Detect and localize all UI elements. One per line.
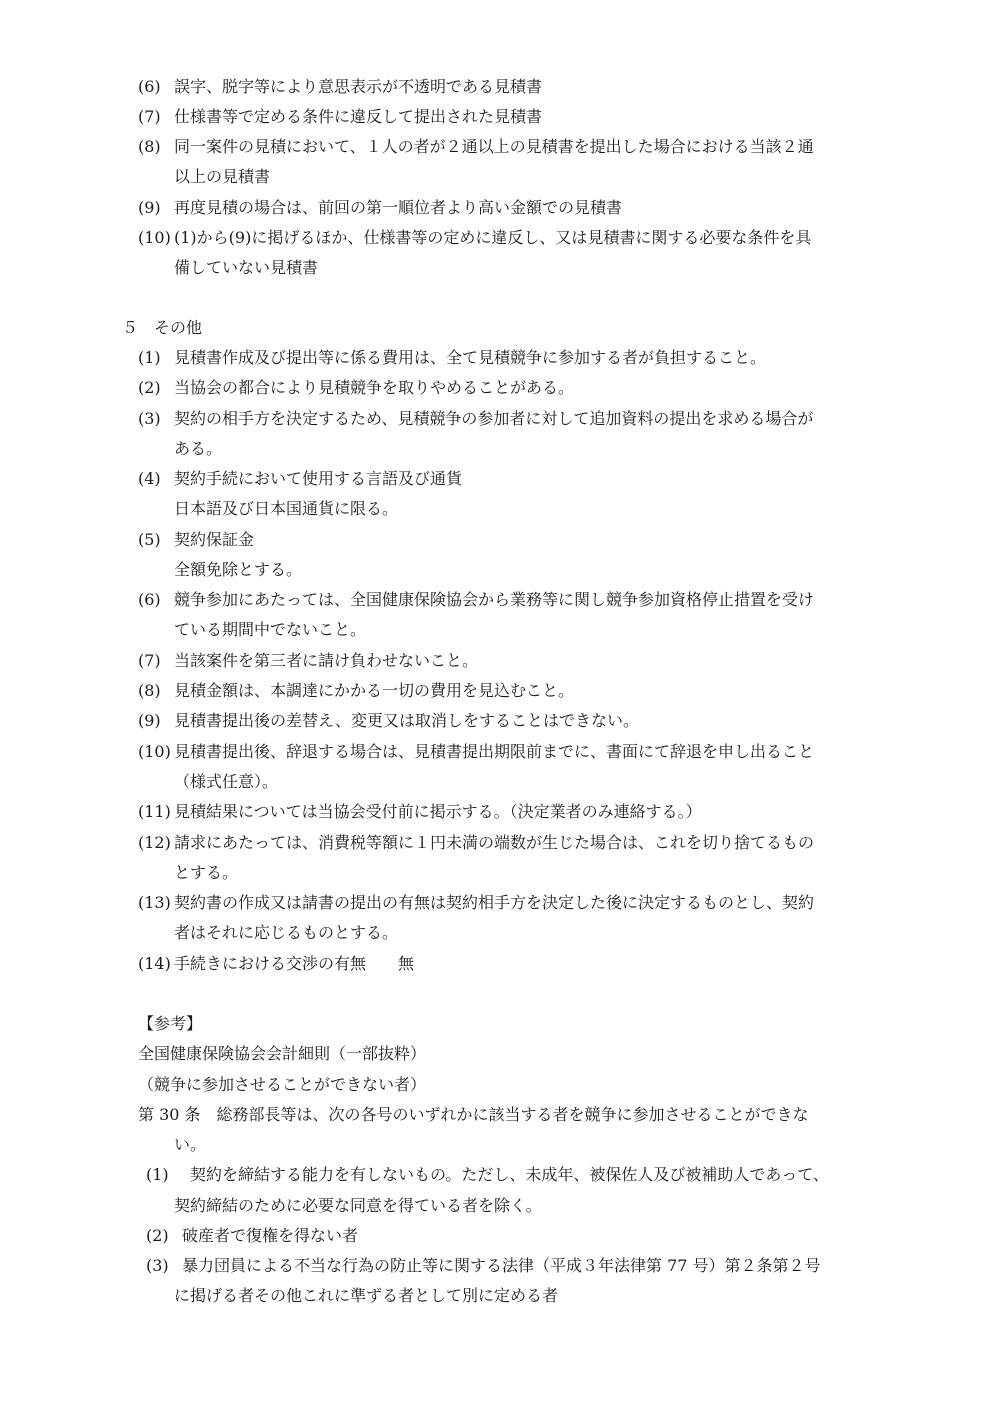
list-item-number: (3): [138, 409, 161, 428]
list-item-number: (9): [138, 198, 161, 217]
list-item-number: (4): [138, 469, 161, 488]
list-item-text-continued: 全額免除とする。: [174, 560, 303, 579]
list-item-text: 見積書作成及び提出等に係る費用は、全て見積競争に参加する者が負担すること。: [174, 348, 767, 367]
list-item-number: (11): [138, 802, 171, 821]
list-item-text: 契約手続において使用する言語及び通貨: [174, 469, 463, 488]
list-item-number: (2): [138, 378, 161, 397]
list-item-number: (2): [146, 1226, 169, 1245]
reference-source: 全国健康保険協会会計細則（一部抜粋）: [138, 1044, 427, 1063]
list-item-text-continued: 日本語及び日本国通貨に限る。: [174, 499, 399, 518]
list-item-text: 当該案件を第三者に請け負わせないこと。: [174, 651, 479, 670]
list-item-text: 見積金額は、本調達にかかる一切の費用を見込むこと。: [174, 681, 575, 700]
list-item-text-continued: 備していない見積書: [174, 258, 319, 277]
list-item-text: 契約の相手方を決定するため、見積競争の参加者に対して追加資料の提出を求める場合が: [174, 409, 814, 428]
list-item-text: (1)から(9)に掲げるほか、仕様書等の定めに違反し、又は見積書に関する必要な条件を具: [174, 228, 812, 247]
list-item-number: (10): [138, 228, 171, 247]
list-item-number: (13): [138, 893, 171, 912]
article-text-continued: い。: [174, 1135, 207, 1154]
list-item-number: (9): [138, 711, 161, 730]
list-item-text: 契約書の作成又は請書の提出の有無は契約相手方を決定した後に決定するものとし、契約: [174, 893, 815, 912]
list-item-text: 破産者で復権を得ない者: [182, 1226, 359, 1245]
list-item-text: 暴力団員による不当な行為の防止等に関する法律（平成３年法律第 77 号）第２条第２号: [182, 1256, 821, 1275]
list-item-text: 同一案件の見積において、１人の者が２通以上の見積書を提出した場合における当該２通: [174, 137, 814, 156]
list-item-text-continued: 者はそれに応じるものとする。: [174, 923, 399, 942]
list-item-text: 手続きにおける交渉の有無 無: [174, 954, 415, 973]
list-item-number: (7): [138, 651, 161, 670]
list-item-number: (12): [138, 833, 171, 852]
list-item-number: (8): [138, 681, 161, 700]
reference-heading: 【参考】: [138, 1014, 203, 1033]
list-item-text: 仕様書等で定める条件に違反して提出された見積書: [174, 107, 543, 126]
list-item-text-continued: 契約締結のために必要な同意を得ている者を除く。: [174, 1196, 542, 1215]
section-heading: ５ その他: [122, 318, 203, 337]
reference-caption: （競争に参加させることができない者）: [138, 1075, 427, 1094]
article-text: 第 30 条 総務部長等は、次の各号のいずれかに該当する者を競争に参加させることができな: [138, 1105, 809, 1124]
list-item-number: (6): [138, 77, 161, 96]
list-item-number: (8): [138, 137, 161, 156]
list-item-number: (7): [138, 107, 161, 126]
list-item-text: 再度見積の場合は、前回の第一順位者より高い金額での見積書: [174, 198, 623, 217]
list-item-text-continued: ある。: [174, 439, 223, 458]
list-item-number: (5): [138, 530, 161, 549]
list-item-text-continued: ている期間中でないこと。: [174, 620, 367, 639]
list-item-number: (3): [146, 1256, 169, 1275]
list-item-number: (14): [138, 954, 171, 973]
list-item-number: (1): [146, 1165, 169, 1184]
list-item-number: (1): [138, 348, 161, 367]
list-item-text: 見積書提出後の差替え、変更又は取消しをすることはできない。: [174, 711, 639, 730]
list-item-text-continued: とする。: [174, 863, 239, 882]
list-item-text: 見積結果については当協会受付前に掲示する。（決定業者のみ連絡する。）: [174, 802, 702, 821]
list-item-text-continued: に掲げる者その他これに準ずる者として別に定める者: [174, 1286, 559, 1305]
list-item-number: (6): [138, 590, 161, 609]
list-item-number: (10): [138, 742, 171, 761]
list-item-text: 当協会の都合により見積競争を取りやめることがある。: [174, 378, 575, 397]
list-item-text: 契約保証金: [174, 530, 255, 549]
list-item-text-continued: （様式任意）。: [174, 772, 279, 791]
list-item-text: 競争参加にあたっては、全国健康保険協会から業務等に関し競争参加資格停止措置を受け: [174, 590, 815, 609]
list-item-text: 見積書提出後、辞退する場合は、見積書提出期限前までに、書面にて辞退を申し出ること: [174, 742, 815, 761]
list-item-text: 誤字、脱字等により意思表示が不透明である見積書: [174, 77, 543, 96]
list-item-text: 契約を締結する能力を有しないもの。ただし、未成年、被保佐人及び被補助人であって、: [174, 1165, 829, 1184]
list-item-text-continued: 以上の見積書: [174, 167, 271, 186]
list-item-text: 請求にあたっては、消費税等額に１円未満の端数が生じた場合は、これを切り捨てるもの: [174, 833, 815, 852]
